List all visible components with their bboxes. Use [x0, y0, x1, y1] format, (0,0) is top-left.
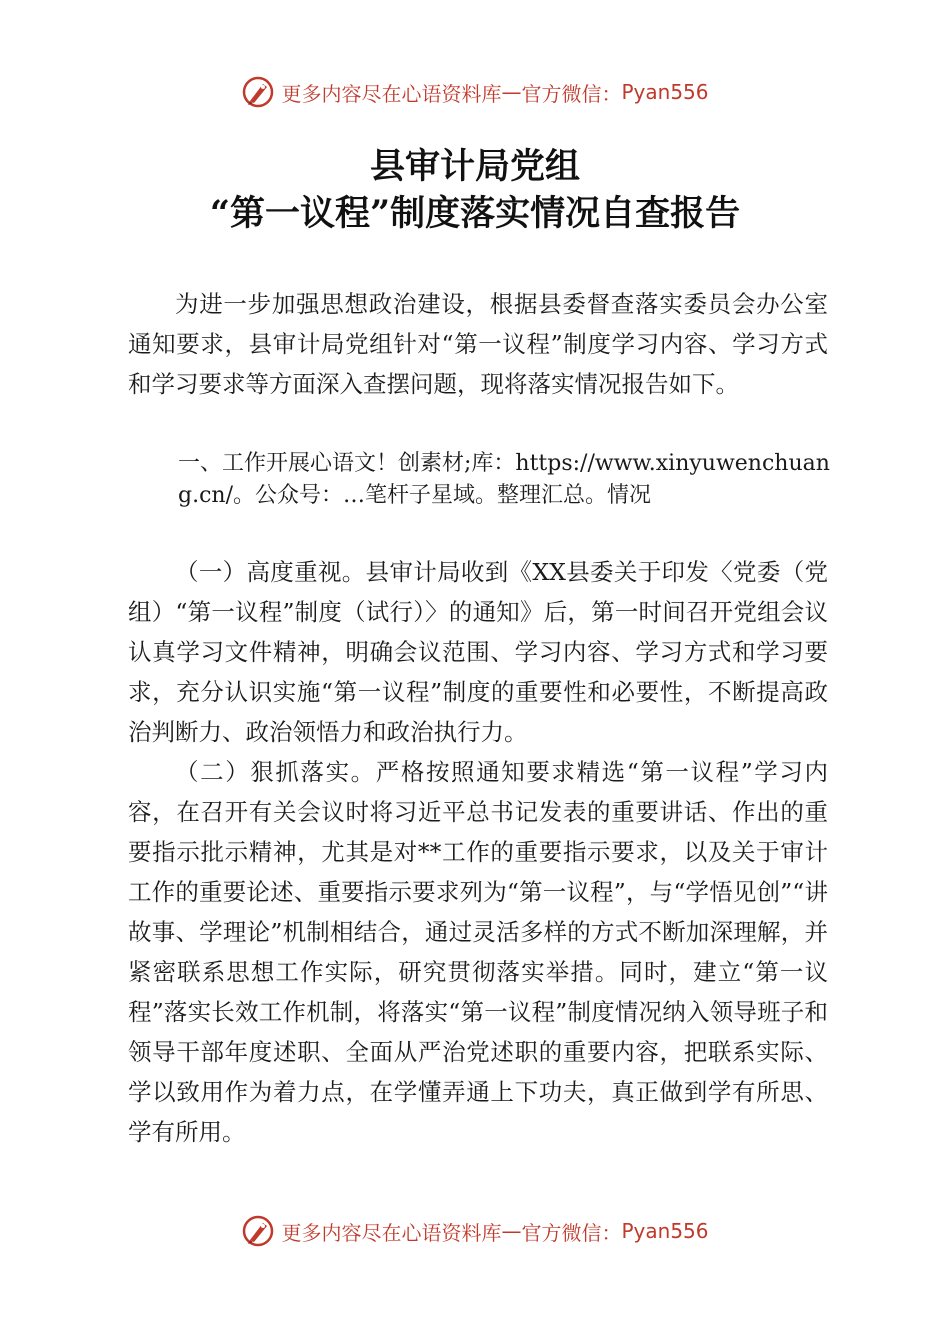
pen-nib-logo-icon [241, 1214, 275, 1248]
banner-text: 更多内容尽在心语资料库 [281, 1220, 502, 1245]
banner-wechat-id: Pyan556 [621, 80, 709, 104]
banner-wechat-label: 官方微信： [521, 1220, 622, 1245]
document-title-line1: 县审计局党组 [369, 146, 580, 187]
pen-nib-logo-icon [241, 75, 275, 109]
paragraph-2: （二）狠抓落实。严格按照通知要求精选“第一议程”学习内容，在召开有关会议时将习近平总书记发表的重要讲话、作出的重要指示批示精神，尤其是对**工作的重要指示要求，以及关于审计工作的重要论述、重要指示要求列为“第一议程”，与“学悟见创”“讲故事、学理论”机制相结合，通过灵活多样的方式不断加深理解，并紧密联系思想工作实际，研究贯彻落实举措。同时，建立“第一议程”落实长效工作机制，将落实“第一议程”制度情况纳入领导班子和领导干部年度述职、全面从严治党述职的重要内容，把联系实际、学以致用作为着力点，在学懂弄通上下功夫，真正做到学有所思、学有所用。 [128, 758, 828, 1146]
footer-banner [0, 1211, 950, 1251]
header-banner [0, 72, 950, 112]
banner-text: 更多内容尽在心语资料库 [281, 81, 502, 106]
banner-separator: — [501, 1219, 522, 1243]
document-title-line2: “第一议程”制度落实情况自查报告 [209, 193, 741, 234]
section-heading-1: 一、工作开展心语文！创素材;库：https://www.xinyuwenchuang.cn/。公众号：…笔杆子星域。整理汇总。情况 [178, 451, 830, 508]
banner-separator: — [501, 80, 522, 104]
banner-wechat-id: Pyan556 [621, 1219, 709, 1243]
intro-paragraph: 为进一步加强思想政治建设，根据县委督查落实委员会办公室通知要求，县审计局党组针对“第一议程”制度学习内容、学习方式和学习要求等方面深入查摆问题，现将落实情况报告如下。 [128, 290, 828, 398]
paragraph-1: （一）高度重视。县审计局收到《XX县委关于印发〈党委（党组）“第一议程”制度（试行）〉的通知》后，第一时间召开党组会议认真学习文件精神，明确会议范围、学习内容、学习方式和学习要求，充分认识实施“第一议程”制度的重要性和必要性，不断提高政治判断力、政治领悟力和政治执行力。 [128, 558, 828, 746]
banner-wechat-label: 官方微信： [521, 81, 622, 106]
